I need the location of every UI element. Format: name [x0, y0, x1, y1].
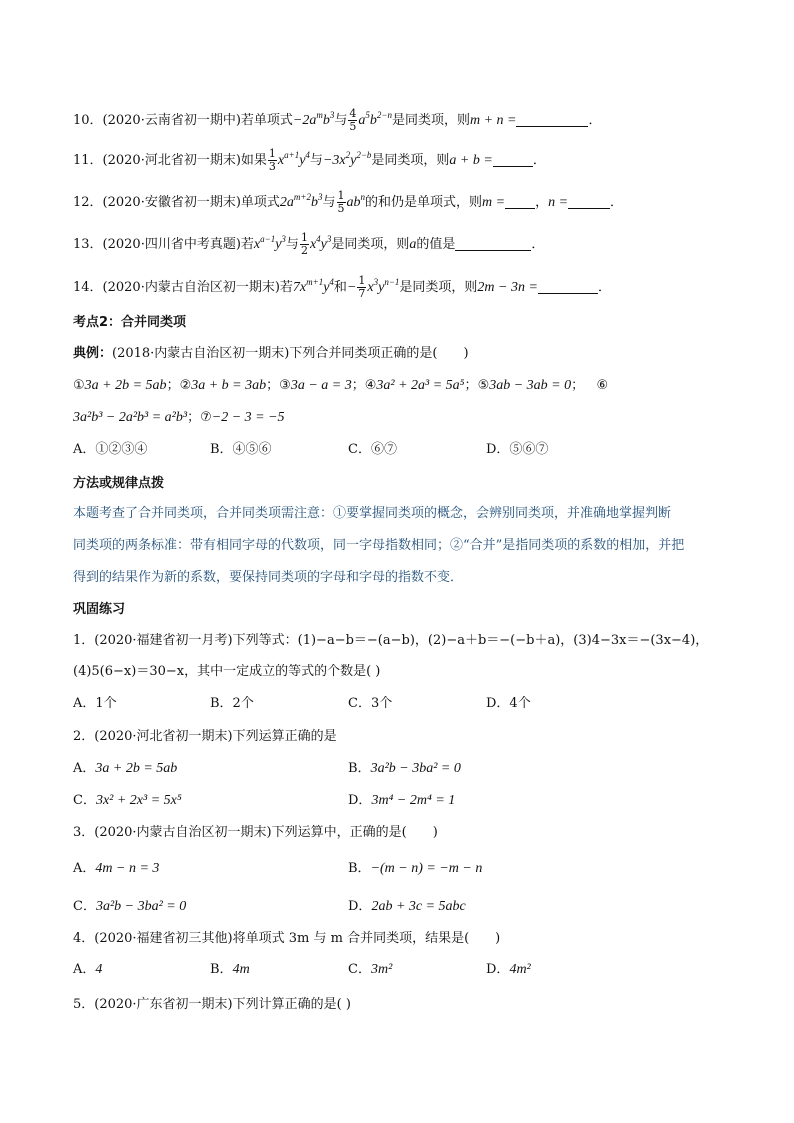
example-stem: 典例：(2018·内蒙古自治区初一期末)下列合并同类项正确的是( ) [73, 346, 469, 361]
answer-blank[interactable] [455, 236, 531, 251]
p4-option-c[interactable]: C．3m² [348, 962, 393, 977]
practice-3-stem: 3．(2020·内蒙古自治区初一期末)下列运算中，正确的是( ) [73, 825, 438, 840]
method-line-2: 同类项的两条标准：带有相同字母的代数项，同一字母指数相同；②“合并”是指同类项的系数的相加，并把 [73, 538, 685, 553]
fraction: $\frac{1}{2}$ [300, 231, 308, 257]
p1-option-d[interactable]: D．4个 [486, 696, 531, 711]
p1-option-a[interactable]: A．1个 [73, 696, 117, 711]
practice-1-stem-line2: (4)5(6−x)＝30−x，其中一定成立的等式的个数是( ) [73, 664, 381, 679]
method-line-3: 得到的结果作为新的系数，要保持同类项的字母和字母的指数不变． [73, 570, 464, 585]
answer-blank-n[interactable] [568, 194, 610, 209]
p2-option-d[interactable]: D．3m⁴ − 2m⁴ = 1 [348, 793, 456, 808]
question-12: 12．(2020·安徽省初一期末)单项式$2a^{m+2}b^3$与 $\frac{1}{5}$ $ab^n$的和仍是单项式，则m = ，n = ． [73, 189, 624, 215]
section-title: 考点2：合并同类项 [73, 315, 187, 330]
practice-1-stem-line1: 1．(2020·福建省初一月考)下列等式：(1)−a−b＝−(a−b)，(2)−a＋b＝−(−b＋a)，(3)4−3x＝−(3x−4)， [73, 633, 709, 648]
fraction: $\frac{4}{5}$ [349, 107, 357, 133]
p1-option-b[interactable]: B．2个 [210, 696, 254, 711]
question-11: 11．(2020·河北省初一期末)如果 $\frac{1}{3}$ $x^{a+1}y^4$与$-3x^2y^{2-b}$是同类项，则a + b = ． [73, 147, 546, 173]
answer-blank[interactable] [516, 112, 588, 127]
method-line-1: 本题考查了合并同类项，合并同类项需注意：①要掌握同类项的概念，会辨别同类项，并准确地掌握判断 [73, 506, 672, 521]
p3-option-a[interactable]: A．4m − n = 3 [73, 861, 160, 876]
p4-option-d[interactable]: D．4m² [486, 962, 531, 977]
p2-option-a[interactable]: A．3a + 2b = 5ab [73, 761, 178, 776]
fraction: $\frac{1}{5}$ [337, 189, 345, 215]
p1-option-c[interactable]: C．3个 [348, 696, 393, 711]
fraction: $\frac{1}{7}$ [358, 274, 366, 300]
fraction: $\frac{1}{3}$ [268, 147, 276, 173]
option-a[interactable]: A．①②③④ [73, 442, 148, 457]
option-c[interactable]: C．⑥⑦ [348, 442, 397, 457]
practice-5-stem: 5．(2020·广东省初一期末)下列计算正确的是( ) [73, 997, 351, 1012]
p3-option-d[interactable]: D．2ab + 3c = 5abc [348, 899, 466, 914]
practice-4-stem: 4．(2020·福建省初三其他)将单项式 3m 与 m 合并同类项，结果是( ) [73, 931, 501, 946]
answer-blank[interactable] [493, 152, 533, 167]
example-items-row1: ①3a + 2b = 5ab；②3a + b = 3ab；③3a − a = 3；④3a² + 2a³ = 5a⁵；⑤3ab − 3ab = 0； ⑥ [73, 378, 609, 393]
question-13: 13．(2020·四川省中考真题)若$x^{a-1}y^3$与 $\frac{1}{2}$ $x^4y^3$是同类项，则a的值是 ． [73, 231, 545, 257]
answer-blank[interactable] [538, 279, 598, 294]
question-10: 10．(2020·云南省初一期中)若单项式$-2a^mb^3$与 $\frac{4}{5}$ $a^5b^{2-n}$是同类项，则m + n = ． [73, 107, 602, 133]
p2-option-b[interactable]: B．3a²b − 3ba² = 0 [348, 761, 461, 776]
question-14: 14．(2020·内蒙古自治区初一期末)若$7x^{m+1}y^4$和− $\frac{1}{7}$ $x^3y^{n-1}$是同类项，则2m − 3n = ． [73, 274, 611, 300]
p3-option-b[interactable]: B．−(m − n) = −m − n [348, 861, 483, 876]
answer-blank-m[interactable] [505, 194, 535, 209]
option-d[interactable]: D．⑤⑥⑦ [486, 442, 549, 457]
p2-option-c[interactable]: C．3x² + 2x³ = 5x⁵ [73, 793, 182, 808]
p4-option-b[interactable]: B．4m [210, 962, 250, 977]
method-title: 方法或规律点拨 [73, 476, 165, 491]
p4-option-a[interactable]: A．4 [73, 962, 103, 977]
option-b[interactable]: B．④⑤⑥ [210, 442, 272, 457]
practice-title: 巩固练习 [73, 602, 126, 617]
practice-2-stem: 2．(2020·河北省初一期末)下列运算正确的是 [73, 729, 337, 744]
example-items-row2: 3a²b³ − 2a²b³ = a²b³；⑦−2 − 3 = −5 [73, 410, 285, 425]
p3-option-c[interactable]: C．3a²b − 3ba² = 0 [73, 899, 187, 914]
